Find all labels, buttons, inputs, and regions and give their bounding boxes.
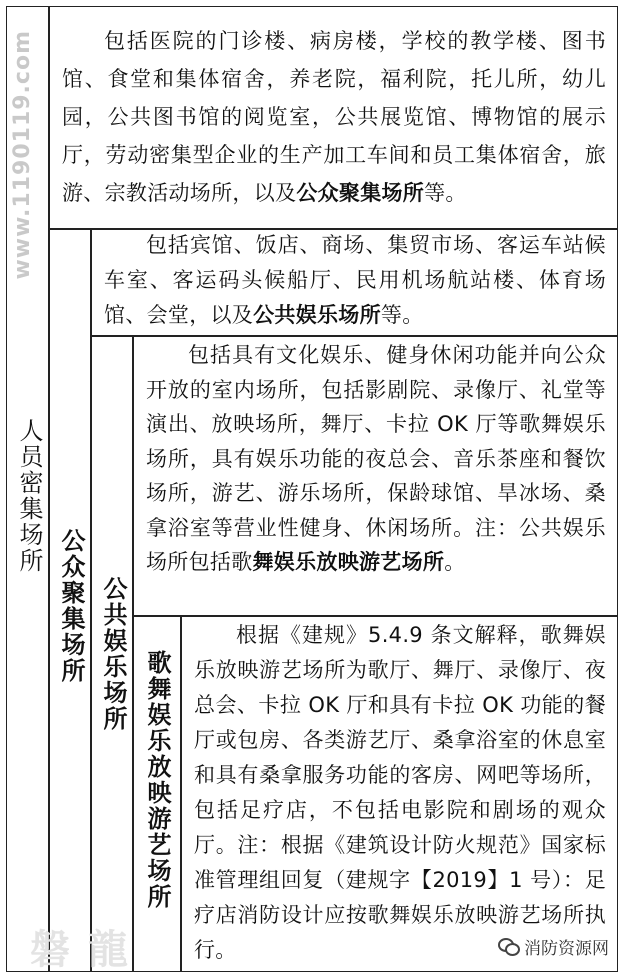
cell-level4-body: 根据《建规》5.4.9 条文解释，歌舞娱乐放映游艺场所为歌厅、舞厅、录像厅、夜总会、卡拉 OK 厅和具有卡拉 OK 功能的餐厅或包房、各类游艺厅、桑拿浴室的休息室和具有桑拿服务功能的客房、网吧等场所，包括足疗店，不包括电影院和剧场的观众厅。注：根据《建筑设计防火规范》国家标准管理组回复（建规字【2019】1 号）：足疗店消防设计应按歌舞娱乐放映游艺场所执行。 (194, 623, 606, 962)
row-divider-2 (90, 335, 618, 337)
cell-level1-body: 包括医院的门诊楼、病房楼，学校的教学楼、图书馆、食堂和集体宿舍，养老院，福利院，托儿所，幼儿园，公共图书馆的阅览室，公共展览馆、博物馆的展示厅，劳动密集型企业的生产加工车间和员工集体宿舍，旅游、宗教活动场所，以及 (62, 29, 606, 205)
badge-text: 消防资源网 (524, 939, 609, 959)
cell-level4-text (194, 618, 606, 968)
cell-level2-text (104, 228, 606, 333)
cell-level3-tail: 。 (444, 550, 466, 574)
col-divider-2 (90, 228, 92, 972)
cell-level2-bold: 公共娱乐场所 (253, 303, 381, 327)
label-level3: 公共娱乐场所 (99, 576, 127, 732)
cell-level3-text (146, 338, 606, 580)
col-divider-1 (48, 6, 50, 972)
label-level1: 人员密集场所 (15, 418, 43, 574)
label-level2: 公众聚集场所 (57, 528, 85, 684)
cell-level2-tail: 等。 (380, 303, 424, 327)
cell-level1-text (62, 22, 606, 212)
col-divider-4 (180, 615, 182, 972)
label-level4: 歌舞娱乐放映游艺场所 (143, 650, 171, 910)
cell-level2-body: 包括宾馆、饭店、商场、集贸市场、客运车站候车室、客运码头候船厅、民用机场航站楼、体育场馆、会堂，以及 (104, 233, 606, 327)
cell-level1-tail: 等。 (424, 181, 467, 205)
wechat-badge (498, 934, 609, 959)
cell-level3-bold: 舞娱乐放映游艺场所 (252, 550, 445, 574)
wechat-icon (498, 938, 520, 956)
row-divider-3 (132, 615, 618, 617)
col-divider-3 (132, 335, 134, 972)
logo-watermark: 磐龍 (30, 927, 146, 973)
site-watermark: www.1190119.com (10, 30, 35, 280)
cell-level1-bold: 公众聚集场所 (296, 181, 425, 205)
cell-level3-body: 包括具有文化娱乐、健身休闲功能并向公众开放的室内场所，包括影剧院、录像厅、礼堂等演出、放映场所，舞厅、卡拉 OK 厅等歌舞娱乐场所，具有娱乐功能的夜总会、音乐茶座和餐饮场所，游艺、游乐场所，保龄球馆、旱冰场、桑拿浴室等营业性健身、休闲场所。注：公共娱乐场所包括歌 (146, 343, 606, 574)
